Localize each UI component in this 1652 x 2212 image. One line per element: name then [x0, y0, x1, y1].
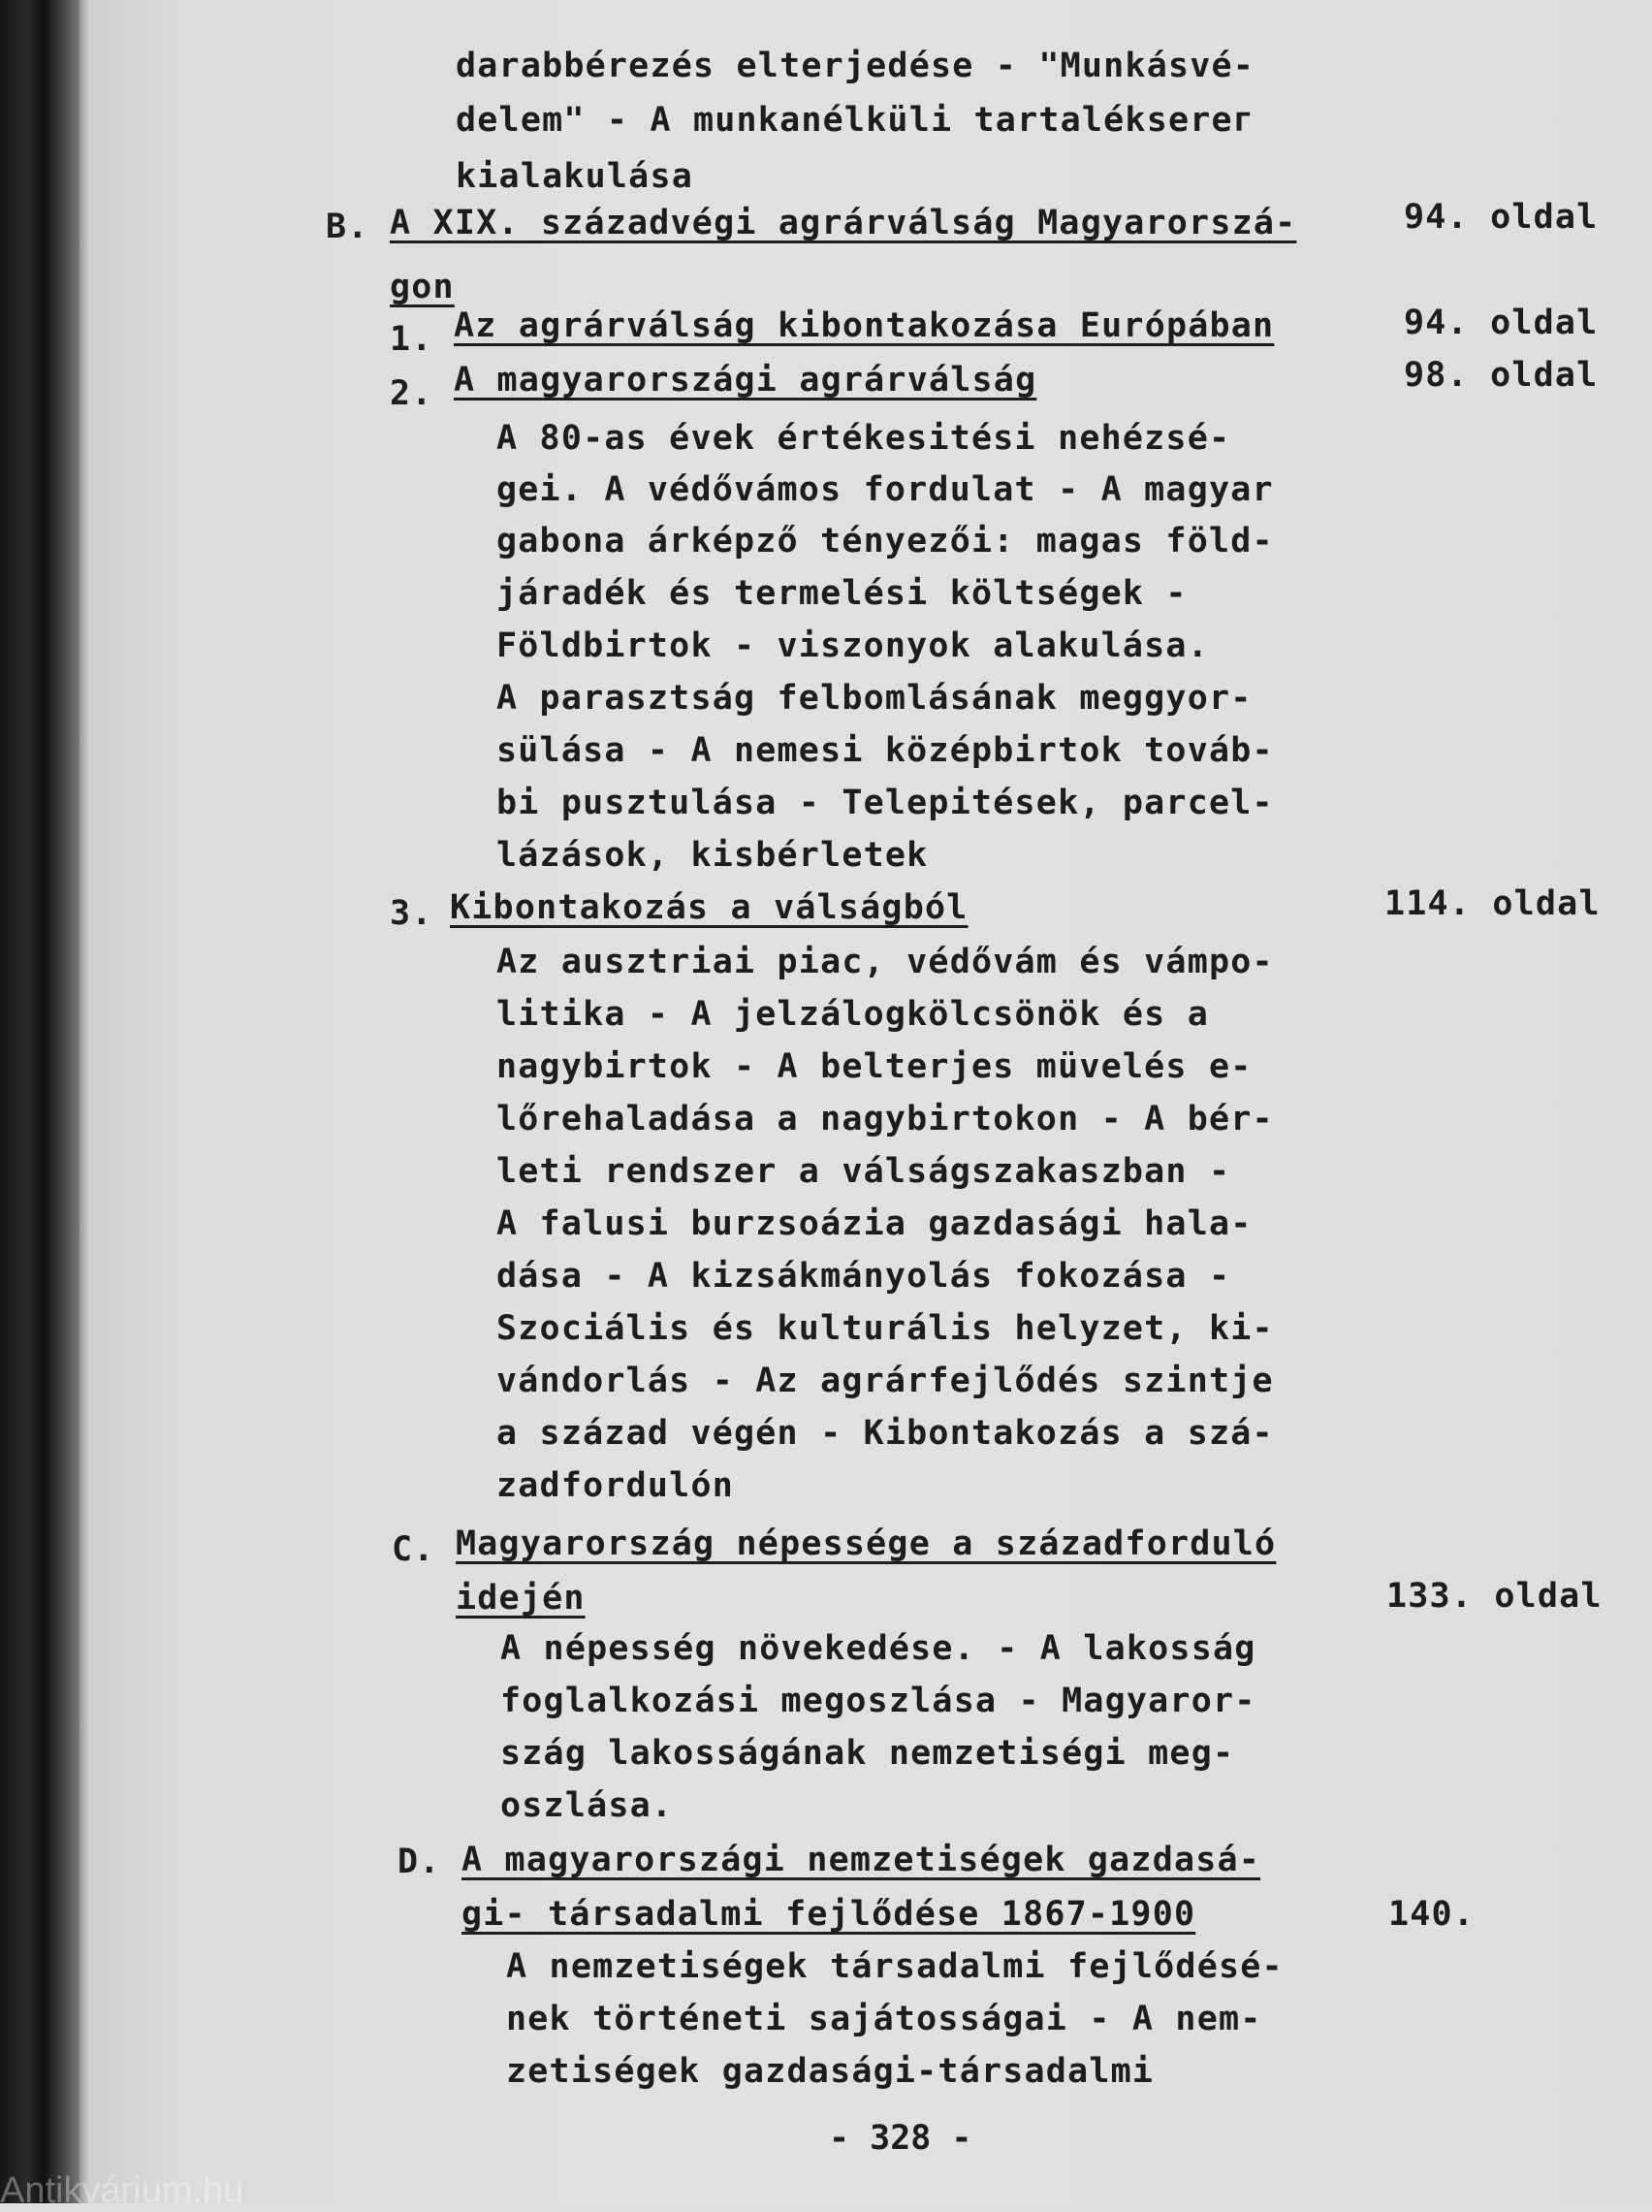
book-binding-shadow	[0, 0, 79, 2203]
item-2-body-line: Földbirtok - viszonyok alakulása.	[496, 626, 1209, 665]
item-2-body-line: A 80-as évek értékesitési nehézsé-	[496, 419, 1231, 458]
section-c-body-line: szág lakosságának nemzetiségi meg-	[500, 1734, 1235, 1773]
section-b-title: A XIX. századvégi agrárválság Magyarorszá-	[390, 204, 1297, 242]
section-c-page: 133. oldal	[1386, 1577, 1603, 1616]
item-3-body-line: Az ausztriai piac, védővám és vámpo-	[496, 943, 1274, 981]
item-3-body-line: nagybirtok - A belterjes müvelés e-	[496, 1047, 1253, 1086]
intro-line: darabbérezés elterjedése - "Munkásvé-	[456, 47, 1255, 85]
section-d-page: 140.	[1388, 1895, 1476, 1934]
section-d-title: A magyarországi nemzetiségek gazdasá-	[461, 1841, 1261, 1879]
section-b-page: 94. oldal	[1404, 198, 1599, 237]
page-number: - 328 -	[829, 2119, 972, 2158]
page-edge	[79, 0, 89, 2203]
section-c-body-line: oszlása.	[500, 1786, 674, 1825]
item-3-body-line: Szociális és kulturális helyzet, ki-	[496, 1309, 1274, 1348]
section-c-body-line: foglalkozási megoszlása - Magyaror-	[500, 1682, 1256, 1720]
item-2-body-line: sülása - A nemesi középbirtok továb-	[496, 731, 1274, 770]
section-d-body-line: A nemzetiségek társadalmi fejlődésé-	[506, 1947, 1284, 1986]
item-3-marker: 3.	[390, 894, 433, 933]
item-2-body-line: A parasztság felbomlásának meggyor-	[496, 679, 1253, 718]
item-3-title: Kibontakozás a válságból	[450, 888, 969, 927]
item-2-body-line: gabona árképző tényezői: magas föld-	[496, 522, 1274, 561]
section-b-title: gon	[390, 268, 455, 306]
section-d-marker: D.	[397, 1843, 441, 1881]
item-2-marker: 2.	[390, 374, 433, 413]
item-1-title: Az agrárválság kibontakozása Európában	[454, 306, 1275, 345]
item-2-body-line: bi pusztulása - Telepitések, parcel-	[496, 784, 1274, 822]
section-c-title: Magyarország népessége a századforduló	[456, 1524, 1277, 1563]
section-c-title: idején	[456, 1579, 586, 1618]
section-d-body-line: zetiségek gazdasági-társadalmi	[506, 2052, 1155, 2091]
item-3-body-line: zadfordulón	[496, 1466, 734, 1505]
item-3-body-line: dása - A kizsákmányolás fokozása -	[496, 1257, 1231, 1296]
item-3-body-line: lőrehaladása a nagybirtokon - A bér-	[496, 1100, 1274, 1138]
site-watermark: Antikvárium.hu	[0, 2170, 244, 2211]
section-b-marker: B.	[326, 208, 369, 246]
item-2-body-line: gei. A védővámos fordulat - A magyar	[496, 470, 1274, 509]
intro-line: kialakulása	[456, 157, 693, 196]
item-2-page: 98. oldal	[1404, 356, 1599, 395]
section-d-body-line: nek történeti sajátosságai - A nem-	[506, 2000, 1262, 2038]
intro-line: delem" - A munkanélküli tartalékserег	[456, 101, 1255, 140]
section-c-body-line: A népesség növekedése. - A lakosság	[500, 1629, 1256, 1668]
item-3-body-line: a század végén - Kibontakozás a szá-	[496, 1414, 1274, 1453]
item-3-body-line: vándorlás - Az agrárfejlődés szintje	[496, 1362, 1274, 1400]
item-2-title: A magyarországi agrárválság	[454, 361, 1037, 400]
section-d-title: gi- társadalmi fejlődése 1867-1900	[461, 1895, 1196, 1934]
item-3-body-line: leti rendszer a válságszakaszban -	[496, 1152, 1231, 1191]
item-3-body-line: A falusi burzsoázia gazdasági hala-	[496, 1204, 1253, 1243]
item-1-page: 94. oldal	[1404, 304, 1599, 342]
item-1-marker: 1.	[390, 320, 433, 359]
section-c-marker: C.	[392, 1530, 435, 1569]
item-3-body-line: litika - A jelzálogkölcsönök és a	[496, 995, 1209, 1034]
item-2-body-line: lázások, kisbérletek	[496, 836, 929, 875]
item-2-body-line: járadék és termelési költségek -	[496, 574, 1188, 613]
item-3-page: 114. oldal	[1384, 884, 1601, 923]
